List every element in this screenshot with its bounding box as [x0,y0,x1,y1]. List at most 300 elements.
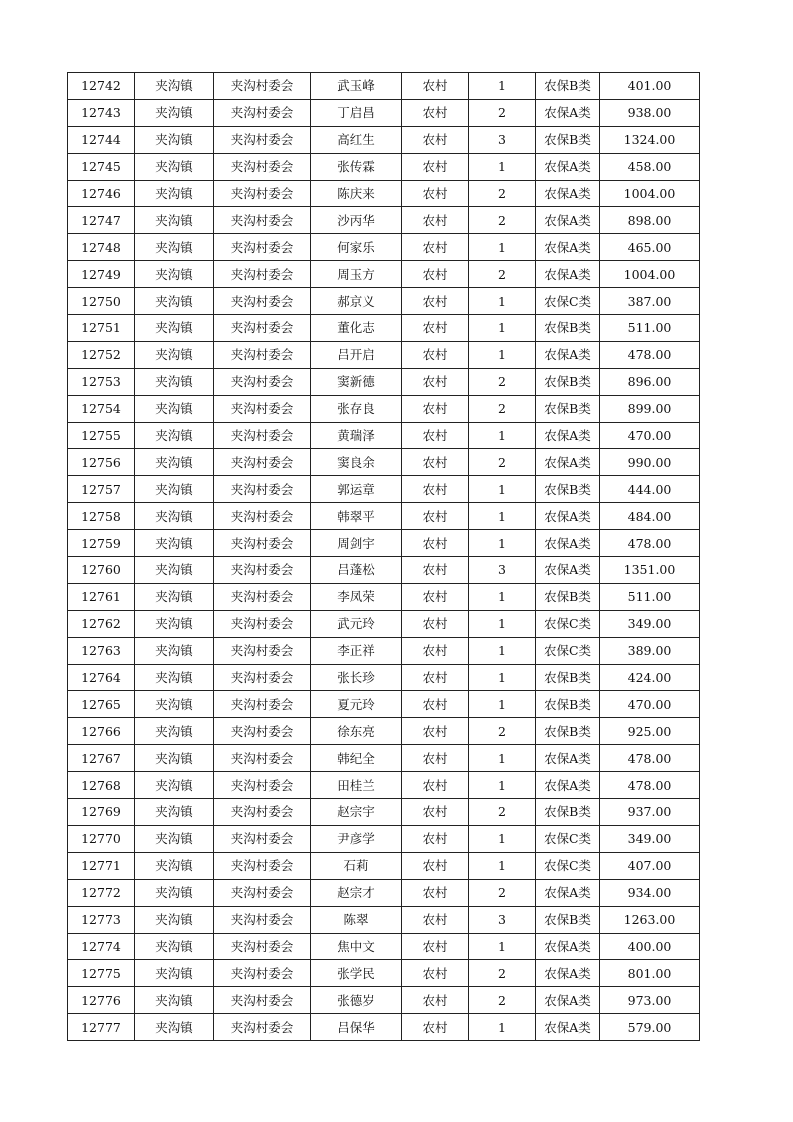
amount-cell: 424.00 [600,664,700,691]
amount-cell: 389.00 [600,637,700,664]
record-id-cell: 12762 [68,610,135,637]
table-row [68,73,700,100]
name-cell: 李凤荣 [311,583,402,610]
name-cell: 田桂兰 [311,772,402,799]
village-committee-cell: 夹沟村委会 [214,906,311,933]
record-id-cell: 12771 [68,852,135,879]
amount-cell: 349.00 [600,825,700,852]
town-cell: 夹沟镇 [135,879,214,906]
category-cell: 农保B类 [536,906,600,933]
amount-cell: 938.00 [600,99,700,126]
table-row [68,288,700,315]
name-cell: 周剑宇 [311,530,402,557]
household-type-cell: 农村 [402,664,469,691]
record-id-cell: 12766 [68,718,135,745]
record-id-cell: 12749 [68,261,135,288]
member-count-cell: 1 [469,503,536,530]
household-type-cell: 农村 [402,987,469,1014]
record-id-cell: 12763 [68,637,135,664]
village-committee-cell: 夹沟村委会 [214,637,311,664]
name-cell: 韩翠平 [311,503,402,530]
household-type-cell: 农村 [402,315,469,342]
record-id-cell: 12765 [68,691,135,718]
category-cell: 农保B类 [536,799,600,826]
town-cell: 夹沟镇 [135,557,214,584]
member-count-cell: 1 [469,664,536,691]
category-cell: 农保C类 [536,825,600,852]
town-cell: 夹沟镇 [135,933,214,960]
amount-cell: 387.00 [600,288,700,315]
table-row [68,153,700,180]
town-cell: 夹沟镇 [135,207,214,234]
member-count-cell: 2 [469,395,536,422]
household-type-cell: 农村 [402,1014,469,1041]
name-cell: 张长珍 [311,664,402,691]
table-row [68,395,700,422]
village-committee-cell: 夹沟村委会 [214,745,311,772]
town-cell: 夹沟镇 [135,99,214,126]
member-count-cell: 1 [469,341,536,368]
category-cell: 农保B类 [536,476,600,503]
member-count-cell: 2 [469,207,536,234]
village-committee-cell: 夹沟村委会 [214,126,311,153]
category-cell: 农保A类 [536,530,600,557]
category-cell: 农保A类 [536,422,600,449]
category-cell: 农保A类 [536,1014,600,1041]
category-cell: 农保A类 [536,207,600,234]
category-cell: 农保A类 [536,180,600,207]
town-cell: 夹沟镇 [135,368,214,395]
name-cell: 武元玲 [311,610,402,637]
name-cell: 赵宗才 [311,879,402,906]
name-cell: 焦中文 [311,933,402,960]
amount-cell: 470.00 [600,691,700,718]
town-cell: 夹沟镇 [135,153,214,180]
village-committee-cell: 夹沟村委会 [214,987,311,1014]
member-count-cell: 1 [469,234,536,261]
category-cell: 农保A类 [536,234,600,261]
household-type-cell: 农村 [402,825,469,852]
member-count-cell: 2 [469,799,536,826]
amount-cell: 458.00 [600,153,700,180]
amount-cell: 937.00 [600,799,700,826]
amount-cell: 478.00 [600,772,700,799]
table-row [68,180,700,207]
member-count-cell: 1 [469,825,536,852]
household-type-cell: 农村 [402,99,469,126]
village-committee-cell: 夹沟村委会 [214,933,311,960]
town-cell: 夹沟镇 [135,960,214,987]
record-id-cell: 12774 [68,933,135,960]
table-row [68,476,700,503]
household-type-cell: 农村 [402,503,469,530]
name-cell: 董化志 [311,315,402,342]
town-cell: 夹沟镇 [135,476,214,503]
name-cell: 夏元玲 [311,691,402,718]
town-cell: 夹沟镇 [135,315,214,342]
household-type-cell: 农村 [402,718,469,745]
amount-cell: 478.00 [600,745,700,772]
table-row [68,799,700,826]
town-cell: 夹沟镇 [135,530,214,557]
amount-cell: 899.00 [600,395,700,422]
name-cell: 吕开启 [311,341,402,368]
amount-cell: 400.00 [600,933,700,960]
name-cell: 窦新德 [311,368,402,395]
record-id-cell: 12760 [68,557,135,584]
name-cell: 赵宗宇 [311,799,402,826]
table-row [68,557,700,584]
household-type-cell: 农村 [402,933,469,960]
village-committee-cell: 夹沟村委会 [214,610,311,637]
name-cell: 尹彦学 [311,825,402,852]
category-cell: 农保B类 [536,718,600,745]
town-cell: 夹沟镇 [135,583,214,610]
member-count-cell: 1 [469,1014,536,1041]
table-row [68,315,700,342]
village-committee-cell: 夹沟村委会 [214,207,311,234]
town-cell: 夹沟镇 [135,691,214,718]
roster-table [67,72,700,1041]
table-row [68,422,700,449]
village-committee-cell: 夹沟村委会 [214,879,311,906]
amount-cell: 478.00 [600,530,700,557]
record-id-cell: 12776 [68,987,135,1014]
name-cell: 张存良 [311,395,402,422]
table-row [68,341,700,368]
table-row [68,825,700,852]
category-cell: 农保A类 [536,557,600,584]
member-count-cell: 1 [469,153,536,180]
record-id-cell: 12752 [68,341,135,368]
amount-cell: 1324.00 [600,126,700,153]
town-cell: 夹沟镇 [135,395,214,422]
record-id-cell: 12768 [68,772,135,799]
town-cell: 夹沟镇 [135,180,214,207]
amount-cell: 896.00 [600,368,700,395]
household-type-cell: 农村 [402,583,469,610]
member-count-cell: 2 [469,180,536,207]
village-committee-cell: 夹沟村委会 [214,691,311,718]
category-cell: 农保A类 [536,503,600,530]
category-cell: 农保A类 [536,153,600,180]
household-type-cell: 农村 [402,234,469,261]
member-count-cell: 1 [469,933,536,960]
member-count-cell: 1 [469,476,536,503]
member-count-cell: 2 [469,879,536,906]
category-cell: 农保A类 [536,745,600,772]
table-row [68,126,700,153]
record-id-cell: 12775 [68,960,135,987]
table-row [68,261,700,288]
amount-cell: 1004.00 [600,261,700,288]
table-row [68,933,700,960]
table-row [68,207,700,234]
village-committee-cell: 夹沟村委会 [214,395,311,422]
table-row [68,879,700,906]
record-id-cell: 12757 [68,476,135,503]
name-cell: 丁启昌 [311,99,402,126]
table-row [68,906,700,933]
village-committee-cell: 夹沟村委会 [214,772,311,799]
category-cell: 农保B类 [536,583,600,610]
town-cell: 夹沟镇 [135,422,214,449]
amount-cell: 990.00 [600,449,700,476]
village-committee-cell: 夹沟村委会 [214,153,311,180]
record-id-cell: 12777 [68,1014,135,1041]
member-count-cell: 3 [469,126,536,153]
member-count-cell: 2 [469,261,536,288]
record-id-cell: 12755 [68,422,135,449]
table-row [68,449,700,476]
village-committee-cell: 夹沟村委会 [214,1014,311,1041]
village-committee-cell: 夹沟村委会 [214,422,311,449]
town-cell: 夹沟镇 [135,987,214,1014]
record-id-cell: 12746 [68,180,135,207]
village-committee-cell: 夹沟村委会 [214,315,311,342]
table-row [68,234,700,261]
name-cell: 窦良余 [311,449,402,476]
member-count-cell: 1 [469,422,536,449]
name-cell: 黄瑞泽 [311,422,402,449]
amount-cell: 349.00 [600,610,700,637]
amount-cell: 801.00 [600,960,700,987]
town-cell: 夹沟镇 [135,449,214,476]
household-type-cell: 农村 [402,368,469,395]
table-row [68,1014,700,1041]
village-committee-cell: 夹沟村委会 [214,288,311,315]
record-id-cell: 12758 [68,503,135,530]
amount-cell: 925.00 [600,718,700,745]
town-cell: 夹沟镇 [135,799,214,826]
table-row [68,772,700,799]
table-row [68,852,700,879]
village-committee-cell: 夹沟村委会 [214,583,311,610]
town-cell: 夹沟镇 [135,906,214,933]
member-count-cell: 2 [469,368,536,395]
village-committee-cell: 夹沟村委会 [214,718,311,745]
amount-cell: 478.00 [600,341,700,368]
record-id-cell: 12754 [68,395,135,422]
record-id-cell: 12743 [68,99,135,126]
household-type-cell: 农村 [402,180,469,207]
household-type-cell: 农村 [402,422,469,449]
name-cell: 韩纪全 [311,745,402,772]
amount-cell: 579.00 [600,1014,700,1041]
town-cell: 夹沟镇 [135,261,214,288]
household-type-cell: 农村 [402,637,469,664]
household-type-cell: 农村 [402,261,469,288]
table-row [68,745,700,772]
name-cell: 何家乐 [311,234,402,261]
village-committee-cell: 夹沟村委会 [214,664,311,691]
amount-cell: 1004.00 [600,180,700,207]
town-cell: 夹沟镇 [135,503,214,530]
table-row [68,530,700,557]
town-cell: 夹沟镇 [135,718,214,745]
name-cell: 石莉 [311,852,402,879]
village-committee-cell: 夹沟村委会 [214,73,311,100]
record-id-cell: 12750 [68,288,135,315]
category-cell: 农保B类 [536,691,600,718]
table-row [68,503,700,530]
household-type-cell: 农村 [402,530,469,557]
category-cell: 农保A类 [536,960,600,987]
village-committee-cell: 夹沟村委会 [214,341,311,368]
record-id-cell: 12772 [68,879,135,906]
household-type-cell: 农村 [402,745,469,772]
table-row [68,99,700,126]
record-id-cell: 12747 [68,207,135,234]
record-id-cell: 12753 [68,368,135,395]
category-cell: 农保C类 [536,288,600,315]
member-count-cell: 1 [469,315,536,342]
name-cell: 郭运章 [311,476,402,503]
name-cell: 张学民 [311,960,402,987]
category-cell: 农保A类 [536,449,600,476]
household-type-cell: 农村 [402,476,469,503]
member-count-cell: 1 [469,772,536,799]
town-cell: 夹沟镇 [135,341,214,368]
record-id-cell: 12742 [68,73,135,100]
town-cell: 夹沟镇 [135,288,214,315]
household-type-cell: 农村 [402,960,469,987]
household-type-cell: 农村 [402,879,469,906]
member-count-cell: 3 [469,906,536,933]
household-type-cell: 农村 [402,449,469,476]
village-committee-cell: 夹沟村委会 [214,234,311,261]
town-cell: 夹沟镇 [135,825,214,852]
record-id-cell: 12748 [68,234,135,261]
member-count-cell: 1 [469,73,536,100]
record-id-cell: 12764 [68,664,135,691]
household-type-cell: 农村 [402,799,469,826]
record-id-cell: 12745 [68,153,135,180]
village-committee-cell: 夹沟村委会 [214,476,311,503]
member-count-cell: 1 [469,288,536,315]
category-cell: 农保B类 [536,126,600,153]
village-committee-cell: 夹沟村委会 [214,825,311,852]
member-count-cell: 2 [469,987,536,1014]
town-cell: 夹沟镇 [135,772,214,799]
amount-cell: 465.00 [600,234,700,261]
amount-cell: 470.00 [600,422,700,449]
town-cell: 夹沟镇 [135,610,214,637]
village-committee-cell: 夹沟村委会 [214,530,311,557]
amount-cell: 973.00 [600,987,700,1014]
table-row [68,583,700,610]
category-cell: 农保A类 [536,879,600,906]
name-cell: 张传霖 [311,153,402,180]
category-cell: 农保B类 [536,664,600,691]
village-committee-cell: 夹沟村委会 [214,557,311,584]
record-id-cell: 12761 [68,583,135,610]
category-cell: 农保B类 [536,368,600,395]
name-cell: 李正祥 [311,637,402,664]
household-type-cell: 农村 [402,557,469,584]
category-cell: 农保A类 [536,99,600,126]
member-count-cell: 1 [469,637,536,664]
household-type-cell: 农村 [402,772,469,799]
town-cell: 夹沟镇 [135,637,214,664]
village-committee-cell: 夹沟村委会 [214,449,311,476]
record-id-cell: 12767 [68,745,135,772]
town-cell: 夹沟镇 [135,1014,214,1041]
name-cell: 张德岁 [311,987,402,1014]
household-type-cell: 农村 [402,906,469,933]
table-row [68,987,700,1014]
name-cell: 吕蓬松 [311,557,402,584]
record-id-cell: 12770 [68,825,135,852]
village-committee-cell: 夹沟村委会 [214,180,311,207]
amount-cell: 934.00 [600,879,700,906]
household-type-cell: 农村 [402,852,469,879]
member-count-cell: 1 [469,530,536,557]
household-type-cell: 农村 [402,207,469,234]
village-committee-cell: 夹沟村委会 [214,852,311,879]
household-type-cell: 农村 [402,153,469,180]
table-row [68,610,700,637]
member-count-cell: 2 [469,960,536,987]
household-type-cell: 农村 [402,691,469,718]
table-row [68,960,700,987]
amount-cell: 401.00 [600,73,700,100]
record-id-cell: 12751 [68,315,135,342]
name-cell: 周玉方 [311,261,402,288]
member-count-cell: 2 [469,99,536,126]
amount-cell: 511.00 [600,315,700,342]
category-cell: 农保C类 [536,637,600,664]
amount-cell: 1351.00 [600,557,700,584]
household-type-cell: 农村 [402,73,469,100]
village-committee-cell: 夹沟村委会 [214,261,311,288]
amount-cell: 511.00 [600,583,700,610]
table-row [68,691,700,718]
category-cell: 农保B类 [536,395,600,422]
town-cell: 夹沟镇 [135,126,214,153]
village-committee-cell: 夹沟村委会 [214,799,311,826]
category-cell: 农保B类 [536,73,600,100]
category-cell: 农保A类 [536,261,600,288]
member-count-cell: 1 [469,583,536,610]
town-cell: 夹沟镇 [135,73,214,100]
member-count-cell: 1 [469,852,536,879]
amount-cell: 484.00 [600,503,700,530]
town-cell: 夹沟镇 [135,852,214,879]
table-row [68,718,700,745]
name-cell: 高红生 [311,126,402,153]
table-row [68,664,700,691]
record-id-cell: 12756 [68,449,135,476]
village-committee-cell: 夹沟村委会 [214,503,311,530]
member-count-cell: 3 [469,557,536,584]
village-committee-cell: 夹沟村委会 [214,960,311,987]
household-type-cell: 农村 [402,126,469,153]
name-cell: 沙丙华 [311,207,402,234]
name-cell: 徐东亮 [311,718,402,745]
amount-cell: 444.00 [600,476,700,503]
member-count-cell: 1 [469,691,536,718]
name-cell: 郝京义 [311,288,402,315]
category-cell: 农保C类 [536,852,600,879]
name-cell: 吕保华 [311,1014,402,1041]
category-cell: 农保B类 [536,315,600,342]
town-cell: 夹沟镇 [135,745,214,772]
household-type-cell: 农村 [402,341,469,368]
category-cell: 农保A类 [536,772,600,799]
town-cell: 夹沟镇 [135,664,214,691]
name-cell: 武玉峰 [311,73,402,100]
